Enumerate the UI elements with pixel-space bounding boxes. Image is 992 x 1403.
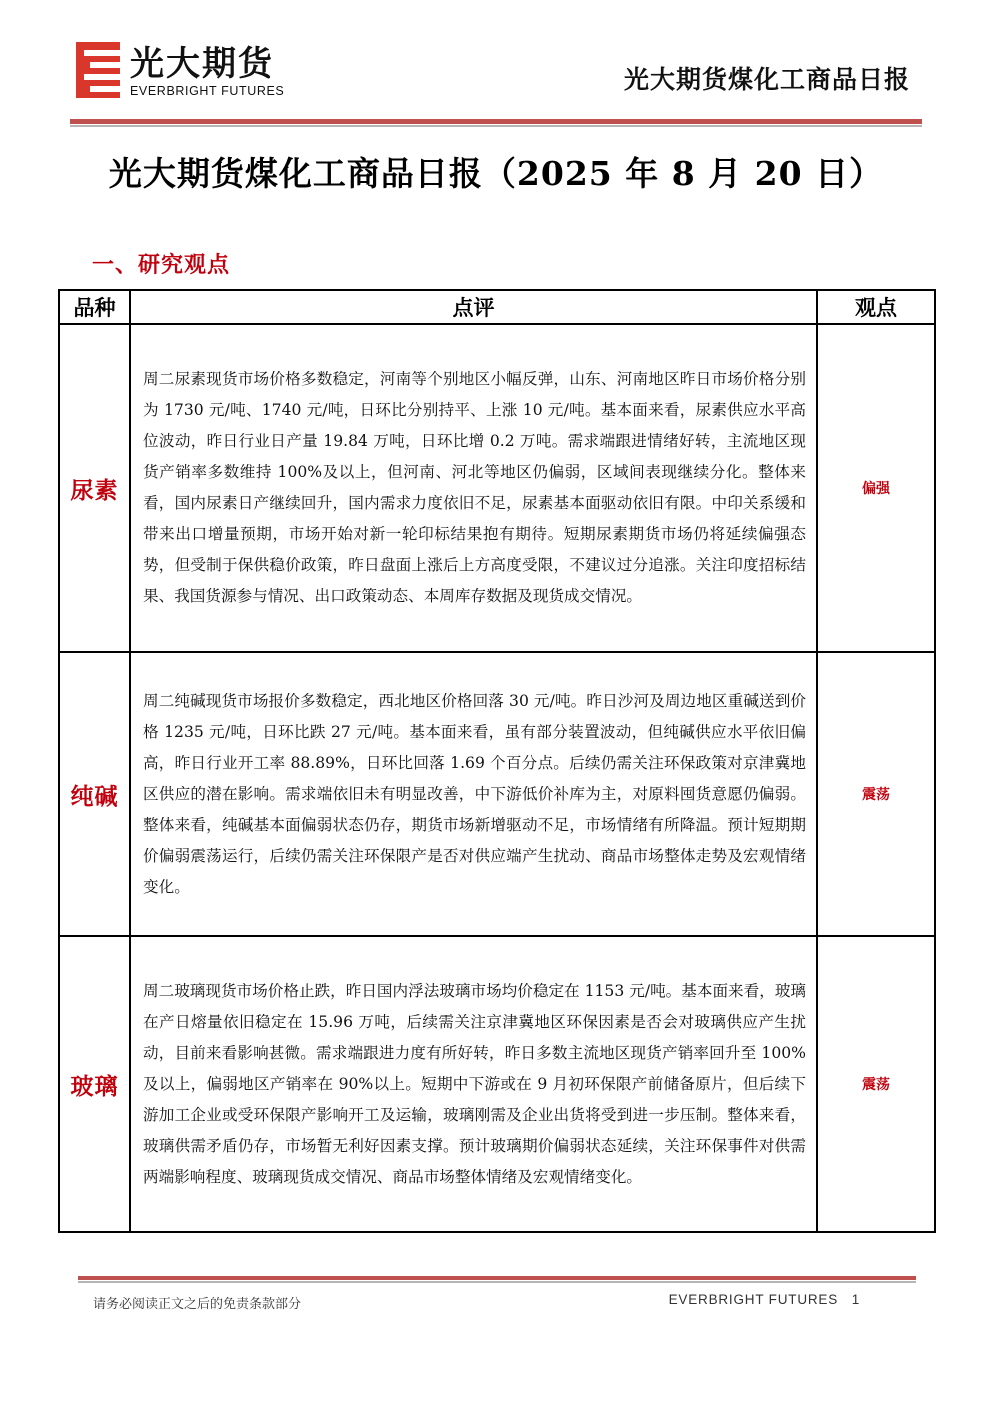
- header-variety: 品种: [59, 290, 130, 324]
- research-view-table: [58, 289, 936, 1233]
- header-divider-shadow: [70, 125, 922, 127]
- everbright-logo-icon: [76, 42, 120, 98]
- view-cell: 震荡: [817, 652, 935, 936]
- header-divider: [70, 119, 922, 124]
- logo-chinese-name: 光大期货: [130, 44, 274, 84]
- variety-cell: 纯碱: [59, 652, 130, 936]
- document-title: 光大期货煤化工商品日报（2025 年 8 月 20 日）: [108, 154, 884, 193]
- view-cell: 偏强: [817, 324, 935, 652]
- footer-divider: [78, 1276, 916, 1280]
- table-header-row: [59, 290, 935, 324]
- header-view: 观点: [817, 290, 935, 324]
- footer-brand-page: [669, 1292, 860, 1307]
- comment-cell: 周二纯碱现货市场报价多数稳定，西北地区价格回落 30 元/吨。昨日沙河及周边地区重碱送到价格 1235 元/吨，日环比跌 27 元/吨。基本面来看，虽有部分装置波动，但纯碱供应水平依旧偏高，昨日行业开工率 88.89%，日环比回落 1.69 个百分点。后续仍需关注环保政策对京津冀地区供应的潜在影响。需求端依旧未有明显改善，中下游低价补库为主，对原料囤货意愿仍偏弱。整体来看，纯碱基本面偏弱状态仍存，期货市场新增驱动不足，市场情绪有所降温。预计短期期价偏弱震荡运行，后续仍需关注环保限产是否对供应端产生扰动、商品市场整体走势及宏观情绪变化。: [130, 652, 817, 936]
- disclaimer-note: 请务必阅读正文之后的免责条款部分: [93, 1297, 302, 1312]
- variety-cell: 尿素: [59, 324, 130, 652]
- comment-cell: 周二玻璃现货市场价格止跌，昨日国内浮法玻璃市场均价稳定在 1153 元/吨。基本面来看，玻璃在产日熔量依旧稳定在 15.96 万吨，后续需关注京津冀地区环保因素是否会对玻璃供应产生扰动，目前来看影响甚微。需求端跟进力度有所好转，昨日多数主流地区现货产销率回升至 100%及以上，偏弱地区产销率在 90%以上。短期中下游或在 9 月初环保限产前储备原片，但后续下游加工企业或受环保限产影响开工及运输，玻璃刚需及企业出货将受到进一步压制。整体来看，玻璃供需矛盾仍存，市场暂无利好因素支撑。预计玻璃期价偏弱状态延续，关注环保事件对供需两端影响程度、玻璃现货成交情况、商品市场整体情绪及宏观情绪变化。: [130, 936, 817, 1232]
- table-row: [59, 936, 935, 1232]
- footer-divider-shadow: [78, 1281, 916, 1283]
- view-cell: 震荡: [817, 936, 935, 1232]
- table-row: [59, 324, 935, 652]
- footer-brand: EVERBRIGHT FUTURES: [668, 1292, 839, 1307]
- logo-english-name: EVERBRIGHT FUTURES: [130, 84, 285, 98]
- variety-cell: 玻璃: [59, 936, 130, 1232]
- header-comment: 点评: [130, 290, 817, 324]
- report-name: 光大期货煤化工商品日报: [623, 65, 910, 94]
- section-title: 一、研究观点: [92, 252, 231, 278]
- comment-cell: 周二尿素现货市场价格多数稳定，河南等个别地区小幅反弹，山东、河南地区昨日市场价格分别为 1730 元/吨、1740 元/吨，日环比分别持平、上涨 10 元/吨。基本面来看，尿素供应水平高位波动，昨日行业日产量 19.84 万吨，日环比增 0.2 万吨。需求端跟进情绪好转，主流地区现货产销率多数维持 100%及以上，但河南、河北等地区仍偏弱，区域间表现继续分化。整体来看，国内尿素日产继续回升，国内需求力度依旧不足，尿素基本面驱动依旧有限。中印关系缓和带来出口增量预期，市场开始对新一轮印标结果抱有期待。短期尿素期货市场仍将延续偏强态势，但受制于保供稳价政策，昨日盘面上涨后上方高度受限，不建议过分追涨。关注印度招标结果、我国货源参与情况、出口政策动态、本周库存数据及现货成交情况。: [130, 324, 817, 652]
- page-number: 1: [851, 1292, 860, 1307]
- table-row: [59, 652, 935, 936]
